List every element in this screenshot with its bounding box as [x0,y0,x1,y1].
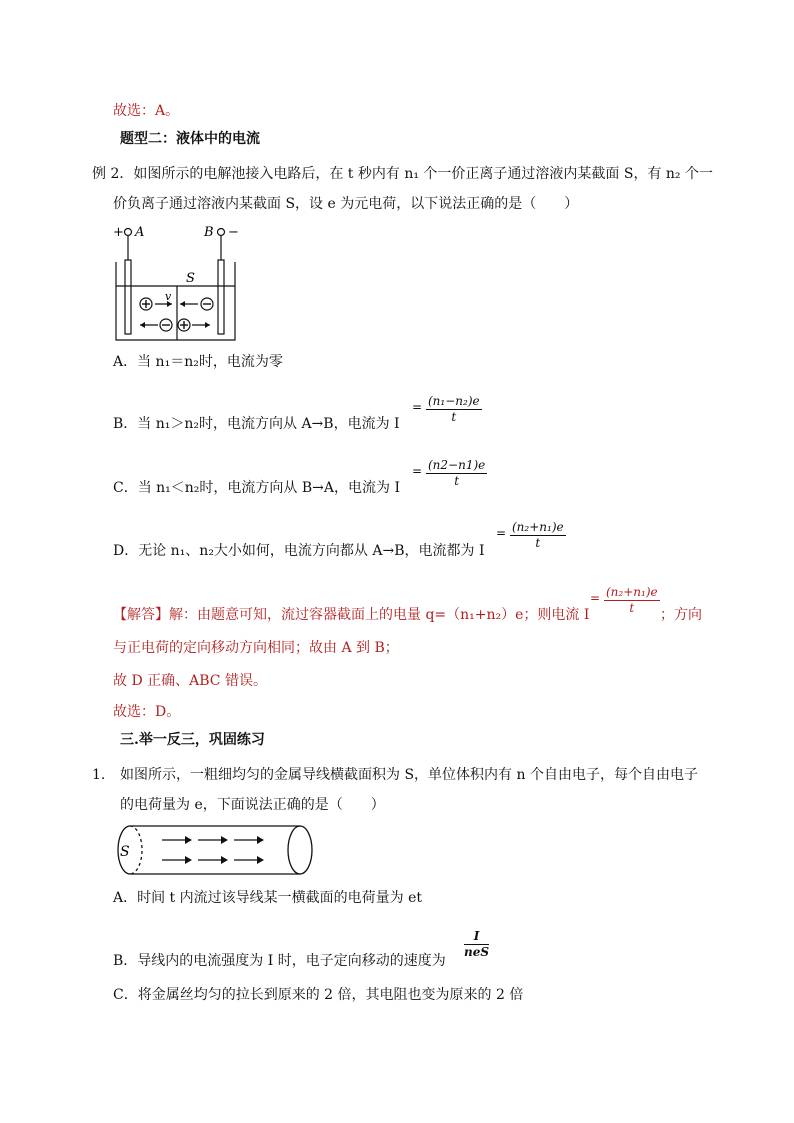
exercise1-option-A: A．时间 t 内流过该导线某一横截面的电荷量为 et [113,890,422,906]
section-title-practice: 三.举一反三，巩固练习 [120,732,265,748]
option-C: C．当 n₁＜n₂时，电流方向从 B→A，电流为 I [113,480,400,496]
terminal-A-label: + [113,225,124,240]
option-B-formula: = (n₁−n₂)e t [412,394,480,424]
svg-text:−: − [228,225,239,240]
exercise1-line1: 如图所示，一粗细均匀的金属导线横截面积为 S，单位体积内有 n 个自由电子，每个自由电子 [120,767,698,783]
solution-line3: 故 D 正确、ABC 错误。 [113,673,267,689]
section-S-label: S [186,271,195,286]
example2-line2: 价负离子通过溶液内某截面 S，设 e 为元电荷，以下说法正确的是（ ） [113,196,579,212]
velocity-label: v [165,290,172,303]
wire-figure [110,822,320,878]
wire-S-label: S [120,844,130,860]
solution-line2: 与正电荷的定向移动方向相同；故由 A 到 B； [113,640,399,656]
section-title-liquid-current: 题型二：液体中的电流 [120,131,260,147]
solution-line1: 【解答】解：由题意可知，流过容器截面上的电量 q=（n₁+n₂）e；则电流 I [113,607,590,623]
svg-text:A: A [135,225,145,240]
exercise1-option-B: B．导线内的电流强度为 I 时，电子定向移动的速度为 [113,953,446,969]
exercise1-option-B-formula: I neS [464,929,490,959]
solution-answer: 故选：D。 [113,704,181,720]
example2-line1: 例 2．如图所示的电解池接入电路后，在 t 秒内有 n₁ 个一价正离子通过溶液内某截面 S，有 n₂ 个一 [92,166,713,182]
exercise1-line2: 的电荷量为 e，下面说法正确的是（ ） [120,797,385,813]
option-D: D．无论 n₁、n₂大小如何，电流方向都从 A→B，电流都为 I [113,543,485,559]
previous-answer: 故选：A。 [113,103,180,119]
option-C-formula: = (n2−n1)e t [412,458,486,488]
terminal-B-label: B [204,225,214,240]
option-B: B．当 n₁＞n₂时，电流方向从 A→B，电流为 I [113,416,400,432]
exercise1-number: 1. [92,767,106,783]
option-D-formula: = (n₂+n₁)e t [496,520,564,550]
option-A: A．当 n₁＝n₂时，电流为零 [113,354,283,370]
electrolytic-cell-figure [110,220,250,345]
solution-formula: = (n₂+n₁)e t [590,585,658,615]
solution-line1-suffix: ；方向 [660,607,702,623]
exercise1-option-C: C．将金属丝均匀的拉长到原来的 2 倍，其电阻也变为原来的 2 倍 [113,987,524,1003]
